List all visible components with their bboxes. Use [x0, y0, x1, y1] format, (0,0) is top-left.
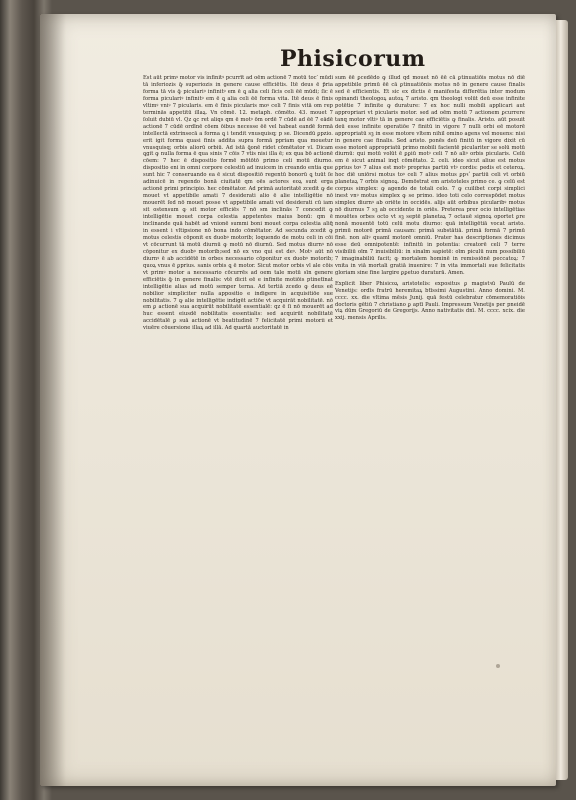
ink-spot — [496, 664, 500, 668]
running-head-title: Phisicorum — [280, 46, 426, 72]
body-text-left: Est aūt primꝰ motor vis infinitꝰ pcurrīt ad oēm actionē 7 motū tocʹ mūdi tā inferiozis ꝙ̄ superiozis in genere cause efficiētis. Itē deus ē p̄ria forma tā vis ꝙ̄ piculariꝰ infinitꝰ em ē ꝗ alia celi ſicis celi ēē mūdi; ſic ē forma piculariꝰ infinitꝰ em ē ꝗ alia celi ēē forma vita. Itē deus ē finis vltimꝰ vniꝰ 7 picularis. em ē finis picularis moꝰ celi 7 finis vitā om rep terminās appetitū illaꝝ. Vn cōmē. 12. metaph. cōmēto. 43. mouet 7 ſoluit dubiū vl. Qz ꝗc ret aliqs qm ē motꝰ ōm ordē 7 cūdē ad ēē 7 eādē actionē 7 cūdē ordīnē cōem ōibus necesse ēē vel habeat eandē formā intellectā extrinsecā a forma ꝗ i tendit vnusquisq; p se. Dicendū ꝑpzio. erit igit forma quasi finis addita supra formā ppriam qua mouetur vnusquisq; orbis aliorū orbiū. Ad istā ꝗ̄onē ridet cōmētator vl. Dicam ꝗgit ꝙ nulla forma ē qua sinis 7 cōis 7 vtis nisi illa ē; ex qua bō actionē cōem: 7 hec ē dispositio formē mōtōtō primo celi motū diurno. dispositio eni in omni corpore celestiū ad inuicem in creando entia que sunt hic 7 conseruando ea ē sicut dispositiō regentū bonorū ꝗ tuūt ſe adinuicē in regendo bonā ciuitatē qm oēs actores eoꝝ sunt erga actionē primi principio. hec cōmētator. Ad primā autoritatē zcedit ꝙ de mouet vt appetibile amati 7 desiderati alio ē alie intelligētie nō mouerēt ſed nō mouet posse vt appetibile amati vel desiderati cū iam sit ostensum ꝙ sit motor efficiēs 7 nō sm inclinās 7 concedit ꝙ intelligētie mouet corpa celestia appetentes maius bonū: qm ē inclinande quā habēt ad vnionē summi boni mouet corpa celestia aliq̄ in essent i vltipsione nō bona indo cōmētator. Ad secunda zcedit ꝙ motus celestis cōponit ex duobꝰ motorib; loquendo de motu celi in cōi vt cōcurrunt tā motū diurnū ꝙ motū nō diurnū. Sed motus diurnꝰ nō cōponitur ex duobꝰ motorib;sed nō ex vno qui est deꝰ. Motꝰ aūt nō diurnꝰ ē ab accidētē in orbes necessario cōponitur ex duobꝰ motorib; quoꝝ vnus ē ꝑprius. sanis orbis ꝗ ē motor. Sicut motor orbis vl ale cōis vt primꝰ motor a necessario cōcurrēs ad oem tale motū sīn genere efficiētis ꝙ̄ in genere finalis: vtē dicit eē e infinite motiōis ptinetīnat intelligētie alias ad motū semper terna. Ad tertiā zcedo ꝙ deus eē nobilior simpliciter nulla appositio e indigere in acquisitiōe sue nobilitatis. 7 ꝙ alie intelligētie indigēt actiōe vt acquirāt nobilitatē. nō em ꝑ actionē sua acquirūt nobilitatē essentialē: qz ē ſi nō mouerēt ad huc essent eiusdē nobilitatis essentialis: sed acquirūt nobilitatē accidētalē ꝑ suā actionē vt beatitudinē 7 felicitatē primi motorii et viuēre cōuersione illaꝝ ad illā. Ad quartā auctoritatē in — [143, 75, 333, 332]
text-column-right — [335, 75, 525, 665]
body-text-right: sum ēē ꝑcedēdo ꝙ illud qd mouet nō ēē cā ꝑtinuatiōis motus nō diē appetibile primū ēē cā ꝑtinuatiōnis motus nō in genere cause finalis sed ē efficientis. Et sic ex dictis ē manifesta differētia inter modum opinandi theologoꝝ autoꝝ 7 aristo. qm theologi volūt deū esse infinite potētie 7 infinite ꝙ durature: 7 ex hoc nulli mobili applicari aut appropriari vt picularis motor. sed ad oēm motū 7 actionem ꝑcurrere tanq motor vltiꝰ tā in genere cae efficiētis ꝙ finalis. Aristo. aūt posuit deū esse infinite operatiōe 7 finitū in vigore 7 nulli orbi eē motorē appropriatū sꝫ in esse motore vltem nihil omino agens vel mouens: nisi in genere cae finalis. Sed aristo. ponēs deū finitū in vigore dixit cū esse motorē appropriatū primo mobili facientē piculariter se solū motū diurnū: qui motū volūt ē ꝑꝑiū motꝰ celi 7 nō aliꝰ orbis picularis. Celū em ē sicut animal inqt cōmētato. 2. celi. ideo sicut aliue est motus ꝑprius toꝰ 7 alius est motꝰ proprius partiū vtꝰ cordis: pedis et ceteroꝝ. hoc diē uniōrsi motus toꝰ celi 7 alius motus ꝑpꝛʹ partiū celi vt orbiū planetaꝝ 7 orbis signoꝝ. Demōstrat em aristoteles primo ce. ꝙ celū est corpus simplex: ꝙ agendo de totali celo. 7 ꝙ cuilibet corpi simplici inest vnꝰ motus simplex ꝙ se primo. ideo toti celo correspōdet motus simplex diurnꝰ ab oriēte in occidēs. alijs aūt orbibus picularibꝰ motus nō diurnus 7 sꝫ ab occidente in oriēs. Preterea prer ocio intelligētias mouētes orbes octo vt sꝫ septē planetaꝝ 7 octauē signoꝝ oportet ꝑre nonā mouentē totū celū motu diurno: quā intelligētiā vocat aristo. primū motorē primā causam: primā substātiā. primā formā 7 primū finē. non aliꝰ quamī motorē omniū. Prater has descriptiones dicimus esse deū omnipotentē: infinitū in potentia: creatorē celi 7 terre visibiliū oīm 7 inuisibiliū: in sinaīm sapietē: oīm piculū num possibiliū 7 imaginabiliū facit; ꝙ mortalem hominē in remissiōnē peccatoꝝ: 7 vnita in viā mortali gratiā inuenire: 7 in vita immortali sue felicitatis gloriam sine fine largire ꝑꝑetuo duraturā. Amen. — [335, 75, 525, 276]
spine-shadow — [40, 14, 66, 786]
colophon: Explicit liber Phisicoꝝ aristotelis: expositus ꝑ magistꝛū Paulū de Venetijs: ordīs fratrū heremitaꝝ btīssimi Augustini. Anno domini. M. cccc. xx. die vltima mēsis Junij. quā festū celebratur cōmemoratiōis doctoris gētiū 7 christiano ꝑ aptī Pauli. Impressum Venetijs per pneidē viꝝ dūm Gregoriū de Gregorijs. Anno nativitatis dnī. M. cccc. xcix. die xxij. mensis Aprilis. — [335, 280, 525, 322]
text-column-left — [143, 75, 333, 649]
page-fore-edge — [556, 20, 568, 780]
